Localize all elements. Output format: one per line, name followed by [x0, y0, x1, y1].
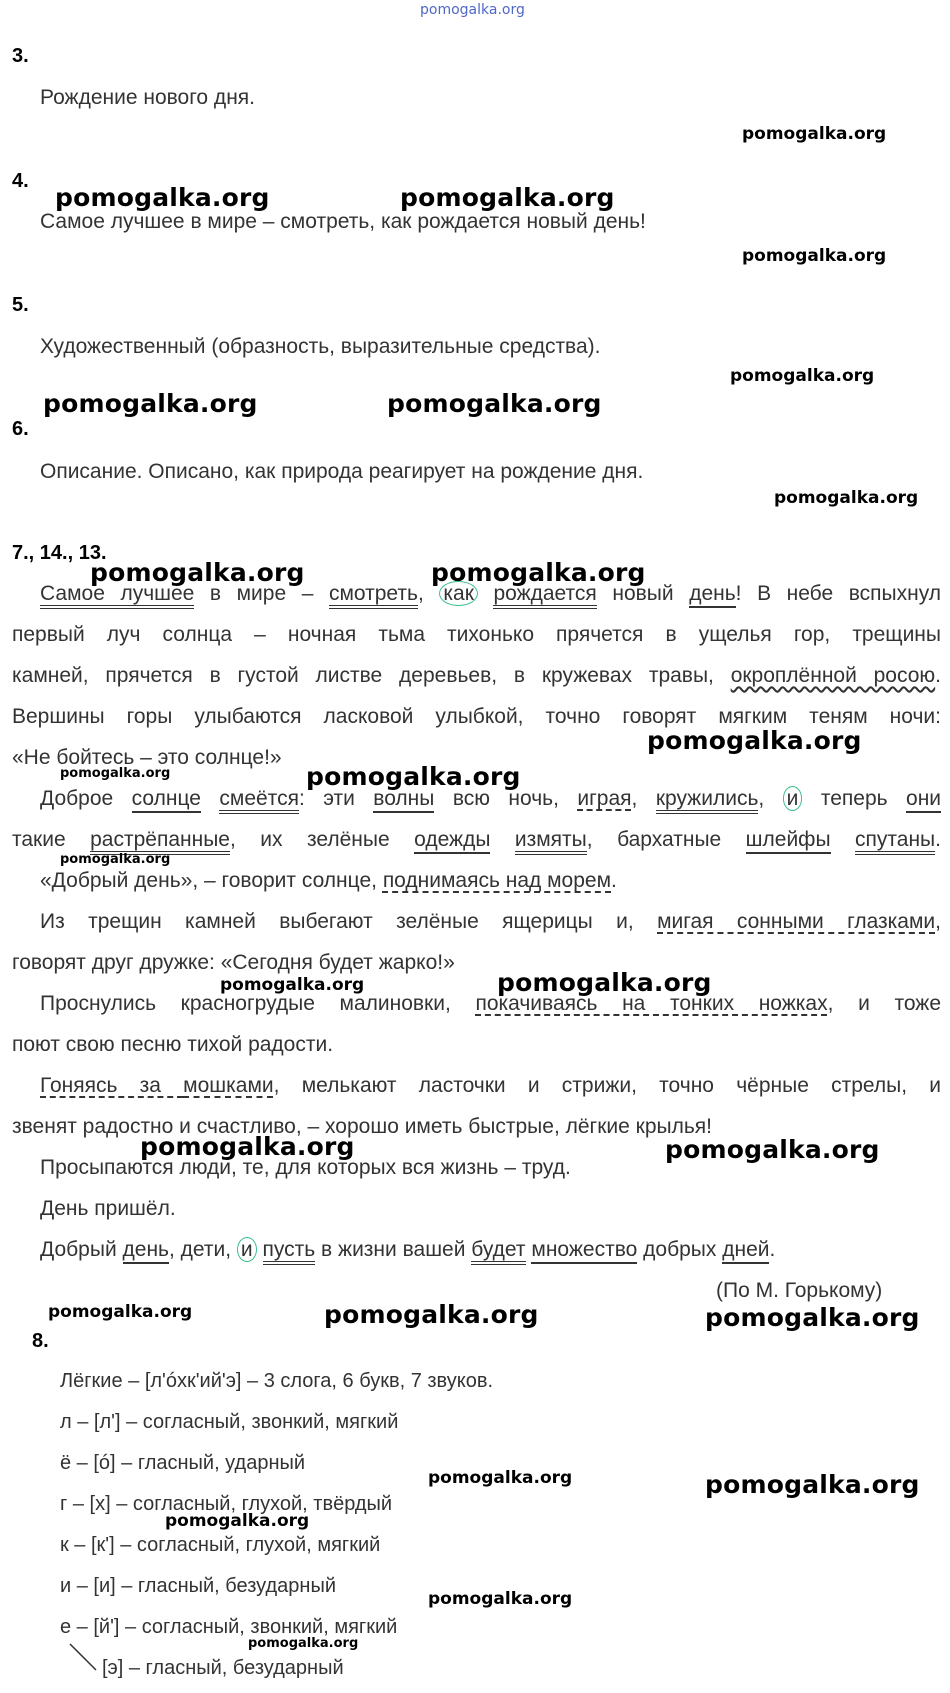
watermark: pomogalka.org	[497, 968, 712, 997]
watermark: pomogalka.org	[742, 246, 887, 266]
answer-5-text: Художественный (образность, выразительные средства).	[40, 335, 601, 358]
watermark: pomogalka.org	[428, 1468, 573, 1488]
watermark: pomogalka.org	[705, 1303, 920, 1332]
watermark: pomogalka.org	[43, 389, 258, 418]
text-line: Из трещин камней выбегают зелёные ящерицы и, мигая сонными глазками,	[40, 910, 941, 933]
site-watermark-top: pomogalka.org	[420, 2, 525, 18]
text-line: Вершины горы улыбаются ласковой улыбкой, точно говорят мягким теням ночи:	[12, 705, 941, 728]
watermark: pomogalka.org	[60, 852, 171, 867]
author-credit: (По М. Горькому)	[716, 1279, 883, 1302]
text-line: Просыпаются люди, те, для которых вся жизнь – труд.	[40, 1156, 571, 1179]
phonetic-line: и – [и] – гласный, безударный	[60, 1575, 336, 1597]
text-line: Доброе солнце смеётся: эти волны всю ночь, играя, кружились, и теперь они	[12, 787, 941, 811]
answer-3-text: Рождение нового дня.	[40, 86, 255, 109]
answer-6-text: Описание. Описано, как природа реагирует на рождение дня.	[40, 460, 644, 483]
watermark: pomogalka.org	[60, 766, 171, 781]
answer-number-4: 4.	[12, 170, 29, 192]
phonetic-line: к – [к'] – согласный, глухой, мягкий	[60, 1534, 381, 1556]
answer-number-8: 8.	[32, 1330, 49, 1352]
watermark: pomogalka.org	[647, 726, 862, 755]
watermark: pomogalka.org	[90, 558, 305, 587]
text-line: камней, прячется в густой листве деревьев, в кружевах травы, окроплённой росою.	[12, 664, 941, 687]
text-line: «Не бойтесь – это солнце!»	[12, 746, 282, 769]
answer-number-3: 3.	[12, 45, 29, 67]
phonetic-line: г – [х] – согласный, глухой, твёрдый	[60, 1493, 393, 1515]
watermark: pomogalka.org	[48, 1302, 193, 1322]
answer-number-6: 6.	[12, 418, 29, 440]
watermark: pomogalka.org	[220, 975, 365, 995]
text-line: такие растрёпанные, их зелёные одежды измяты, бархатные шлейфы спутаны.	[12, 828, 941, 852]
watermark: pomogalka.org	[248, 1636, 359, 1651]
phonetic-line: [э] – гласный, безударный	[102, 1657, 344, 1679]
watermark: pomogalka.org	[306, 762, 521, 791]
answer-number-5: 5.	[12, 294, 29, 316]
text-line: звенят радостно и счастливо, – хорошо иметь быстрые, лёгкие крылья!	[12, 1115, 712, 1138]
text-line: первый луч солнца – ночная тьма тихонько прячется в ущелья гор, трещины	[12, 623, 941, 646]
text-line: поют свою песню тихой радости.	[12, 1033, 334, 1056]
watermark: pomogalka.org	[165, 1511, 310, 1531]
watermark: pomogalka.org	[705, 1470, 920, 1499]
watermark: pomogalka.org	[730, 366, 875, 386]
watermark: pomogalka.org	[387, 389, 602, 418]
watermark: pomogalka.org	[742, 124, 887, 144]
text-line: День пришёл.	[40, 1197, 176, 1220]
watermark: pomogalka.org	[324, 1300, 539, 1329]
watermark: pomogalka.org	[774, 488, 919, 508]
watermark: pomogalka.org	[428, 1589, 573, 1609]
text-line: «Добрый день», – говорит солнце, поднимаясь над морем.	[40, 869, 617, 892]
text-line: говорят друг дружке: «Сегодня будет жарко!»	[12, 951, 455, 974]
text-line: Гоняясь за мошками, мелькают ласточки и стрижи, точно чёрные стрелы, и	[40, 1074, 941, 1097]
watermark: pomogalka.org	[400, 183, 615, 212]
watermark: pomogalka.org	[431, 558, 646, 587]
phonetic-line: ё – [ó] – гласный, ударный	[60, 1452, 306, 1474]
branch-line-icon	[66, 1640, 100, 1674]
watermark: pomogalka.org	[140, 1132, 355, 1161]
answer-number-7: 7., 14., 13.	[12, 542, 107, 564]
text-line: Добрый день, дети, и пусть в жизни вашей будет множество добрых дней.	[40, 1238, 775, 1262]
answer-4-text: Самое лучшее в мире – смотреть, как рождается новый день!	[40, 210, 646, 233]
watermark: pomogalka.org	[55, 183, 270, 212]
phonetic-line: л – [л'] – согласный, звонкий, мягкий	[60, 1411, 399, 1433]
text-line: Самое лучшее в мире – смотреть, как рождается новый день! В небе вспыхнул	[12, 582, 941, 606]
phonetic-line: е – [й'] – согласный, звонкий, мягкий	[60, 1616, 398, 1638]
phonetic-line: Лёгкие – [л'óхк'ий'э] – 3 слога, 6 букв, 7 звуков.	[60, 1370, 494, 1392]
text-line: Проснулись красногрудые малиновки, покачиваясь на тонких ножках, и тоже	[40, 992, 942, 1015]
watermark: pomogalka.org	[665, 1135, 880, 1164]
